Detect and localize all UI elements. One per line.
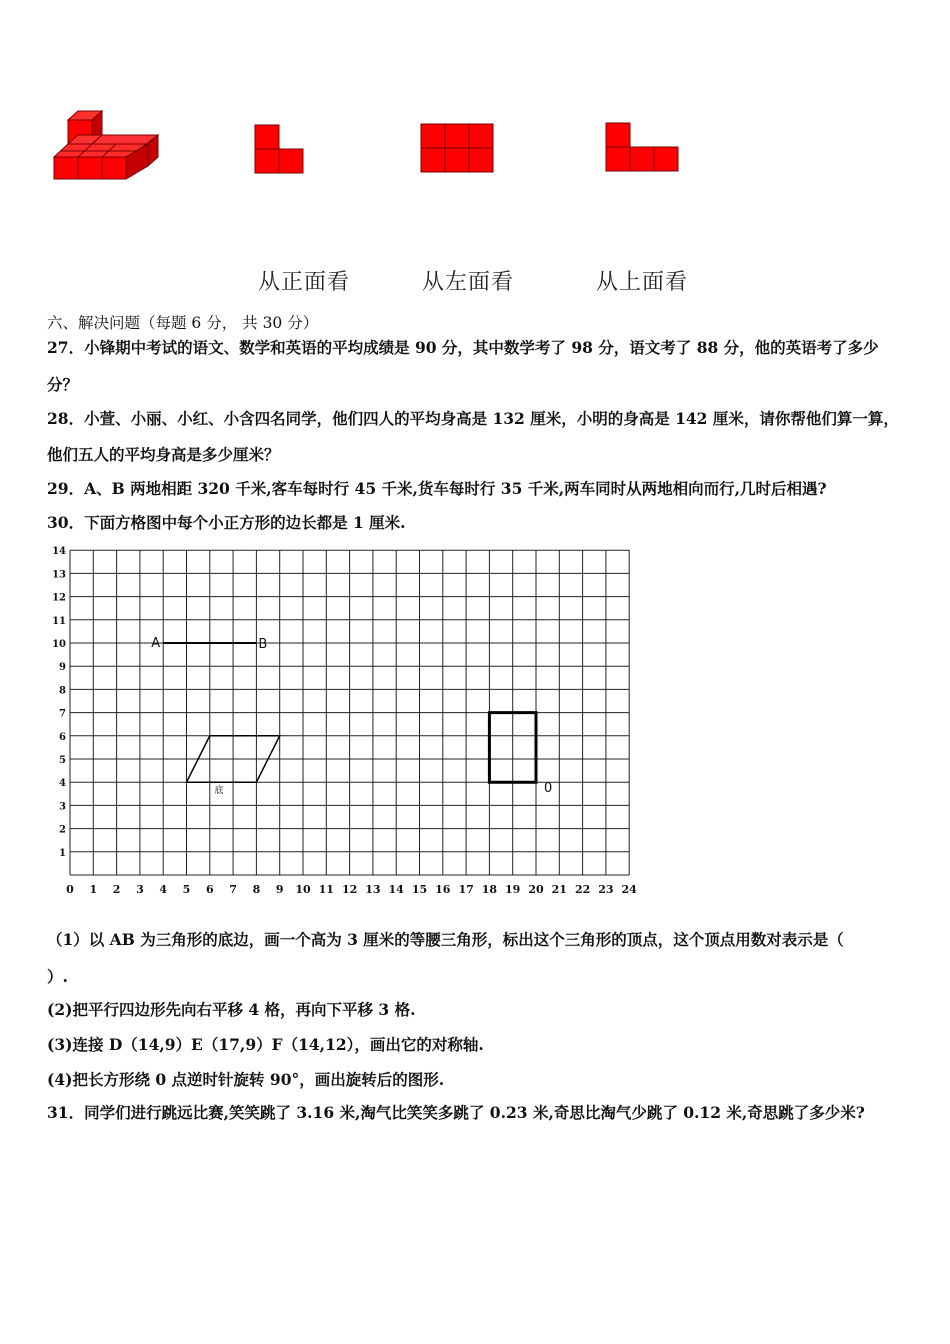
question-28-line2: 他们五人的平均身高是多少厘米？ xyxy=(47,445,280,464)
x-tick-label: 7 xyxy=(229,883,237,896)
y-tick-label: 5 xyxy=(59,755,66,766)
label-top-view: 从上面看 xyxy=(596,270,689,295)
y-tick-label: 10 xyxy=(52,639,66,650)
question-30-part2: (2)把平行四边形先向右平移 4 格，再向下平移 3 格. xyxy=(47,1000,416,1019)
front-view xyxy=(255,125,303,173)
question-31: 31．同学们进行跳远比赛,笑笑跳了 3.16 米,淘气比笑笑多跳了 0.23 米,奇思比淘气少跳了 0.12 米,奇思跳了多少米? xyxy=(47,1103,865,1122)
x-tick-label: 5 xyxy=(182,883,191,896)
y-tick-label: 2 xyxy=(59,824,66,836)
x-tick-label: 14 xyxy=(388,883,404,896)
x-tick-label: 23 xyxy=(598,883,614,896)
left-view xyxy=(421,124,493,172)
section-heading: 六、解决问题（每题 6 分， 共 30 分） xyxy=(47,314,319,332)
question-27-line2: 分？ xyxy=(47,375,79,394)
x-tick-label: 18 xyxy=(481,883,498,896)
rotation-point-label: 0 xyxy=(544,781,553,797)
x-tick-label: 15 xyxy=(411,883,428,896)
question-30-part1-line1: （1）以 AB 为三角形的底边，画一个高为 3 厘米的等腰三角形，标出这个三角形的顶点，这个顶点用数对表示是（ xyxy=(47,930,844,949)
x-tick-label: 22 xyxy=(574,883,591,896)
question-29: 29．A、B 两地相距 320 千米,客车每时行 45 千米,货车每时行 35 千米,两车同时从两地相向而行,几时后相遇? xyxy=(47,479,827,498)
y-tick-label: 8 xyxy=(59,685,66,697)
x-tick-label: 20 xyxy=(528,883,544,896)
y-tick-label: 14 xyxy=(52,546,66,558)
question-30-part1-line2: ）. xyxy=(47,967,68,986)
x-tick-label: 1 xyxy=(89,883,98,896)
y-tick-label: 12 xyxy=(52,592,66,604)
x-tick-label: 12 xyxy=(341,883,358,896)
y-tick-label: 3 xyxy=(59,801,66,813)
y-tick-label: 1 xyxy=(59,847,66,859)
y-tick-label: 9 xyxy=(59,662,66,674)
top-view xyxy=(606,123,678,171)
x-tick-label: 10 xyxy=(295,883,311,896)
point-b-label: B xyxy=(258,637,268,652)
y-tick-label: 4 xyxy=(59,778,66,790)
x-tick-label: 2 xyxy=(112,883,121,896)
y-tick-label: 11 xyxy=(52,615,66,627)
question-30-part3: (3)连接 D（14,9）E（17,9）F（14,12），画出它的对称轴. xyxy=(47,1035,484,1054)
x-tick-label: 21 xyxy=(551,883,567,896)
x-tick-label: 19 xyxy=(505,883,521,896)
x-tick-label: 8 xyxy=(252,883,261,896)
label-left-view: 从左面看 xyxy=(422,270,515,295)
x-tick-label: 13 xyxy=(365,883,381,896)
x-tick-label: 24 xyxy=(621,883,637,896)
point-a-label: A xyxy=(151,636,161,651)
cube-stack-3d xyxy=(54,111,158,179)
question-30-part4: (4)把长方形绕 0 点逆时针旋转 90°，画出旋转后的图形. xyxy=(47,1070,445,1089)
question-28-line1: 28．小萱、小丽、小红、小含四名同学，他们四人的平均身高是 132 厘米，小明的身高是 142 厘米，请你帮他们算一算， xyxy=(47,409,899,428)
x-tick-label: 0 xyxy=(66,883,74,896)
y-tick-label: 6 xyxy=(59,731,66,743)
parallelogram-base-label: 底 xyxy=(214,786,224,797)
y-tick-label: 13 xyxy=(52,569,66,581)
x-tick-label: 4 xyxy=(159,883,168,896)
x-tick-label: 3 xyxy=(136,883,144,896)
x-tick-label: 9 xyxy=(275,883,284,896)
x-tick-label: 17 xyxy=(458,883,474,896)
y-tick-label: 7 xyxy=(59,708,66,720)
x-tick-label: 16 xyxy=(435,883,451,896)
x-tick-label: 11 xyxy=(318,883,334,896)
x-tick-label: 6 xyxy=(205,883,214,896)
question-27-line1: 27．小锋期中考试的语文、数学和英语的平均成绩是 90 分，其中数学考了 98 分，语文考了 88 分，他的英语考了多少 xyxy=(47,338,879,357)
coordinate-grid xyxy=(40,545,670,900)
question-30: 30．下面方格图中每个小正方形的边长都是 1 厘米. xyxy=(47,513,406,532)
label-front-view: 从正面看 xyxy=(258,270,351,295)
